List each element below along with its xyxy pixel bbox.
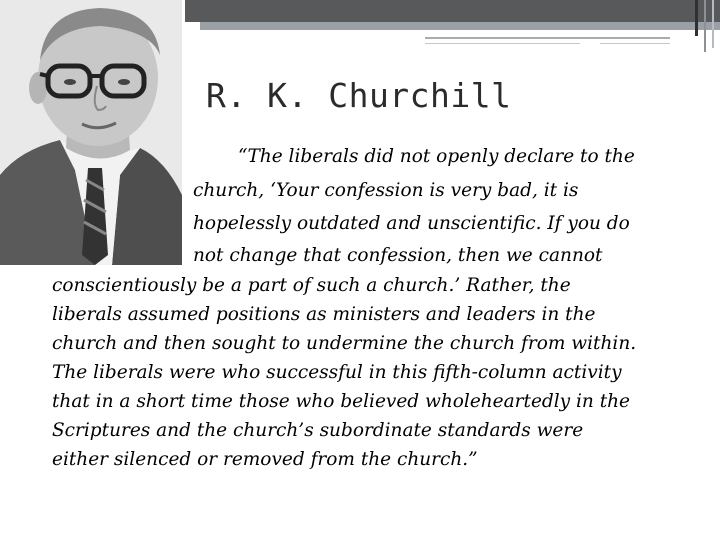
quote-line: The liberals were who successful in this fifth-column activity xyxy=(52,362,622,383)
quote-line: either silenced or removed from the church.” xyxy=(52,449,478,470)
quote-line: that in a short time those who believed wholeheartedly in the xyxy=(52,391,630,412)
header-rule xyxy=(425,43,580,44)
header-vertical-rule xyxy=(712,0,714,48)
quote-line: Scriptures and the church’s subordinate standards were xyxy=(52,420,584,441)
quote-line: not change that confession, then we cannot xyxy=(193,245,603,266)
header-rule xyxy=(600,43,670,44)
quote-line: conscientiously be a part of such a church.’ Rather, the xyxy=(52,275,571,296)
portrait-photo xyxy=(0,0,182,265)
header-bar-dark xyxy=(185,0,720,22)
header-bar-mid xyxy=(200,22,720,30)
slide-title: R. K. Churchill xyxy=(206,76,512,115)
quote-line: liberals assumed positions as ministers and leaders in the xyxy=(52,304,596,325)
quote-line: church, ‘Your confession is very bad, it is xyxy=(193,180,579,201)
header-vertical-rule xyxy=(704,0,706,52)
quote-line: church and then sought to undermine the church from within. xyxy=(52,333,637,354)
quote-line: “The liberals did not openly declare to the xyxy=(238,146,635,167)
header-rule xyxy=(425,37,670,39)
quote-line: hopelessly outdated and unscientific. If you do xyxy=(193,213,630,234)
header-vertical-rule xyxy=(695,0,698,36)
